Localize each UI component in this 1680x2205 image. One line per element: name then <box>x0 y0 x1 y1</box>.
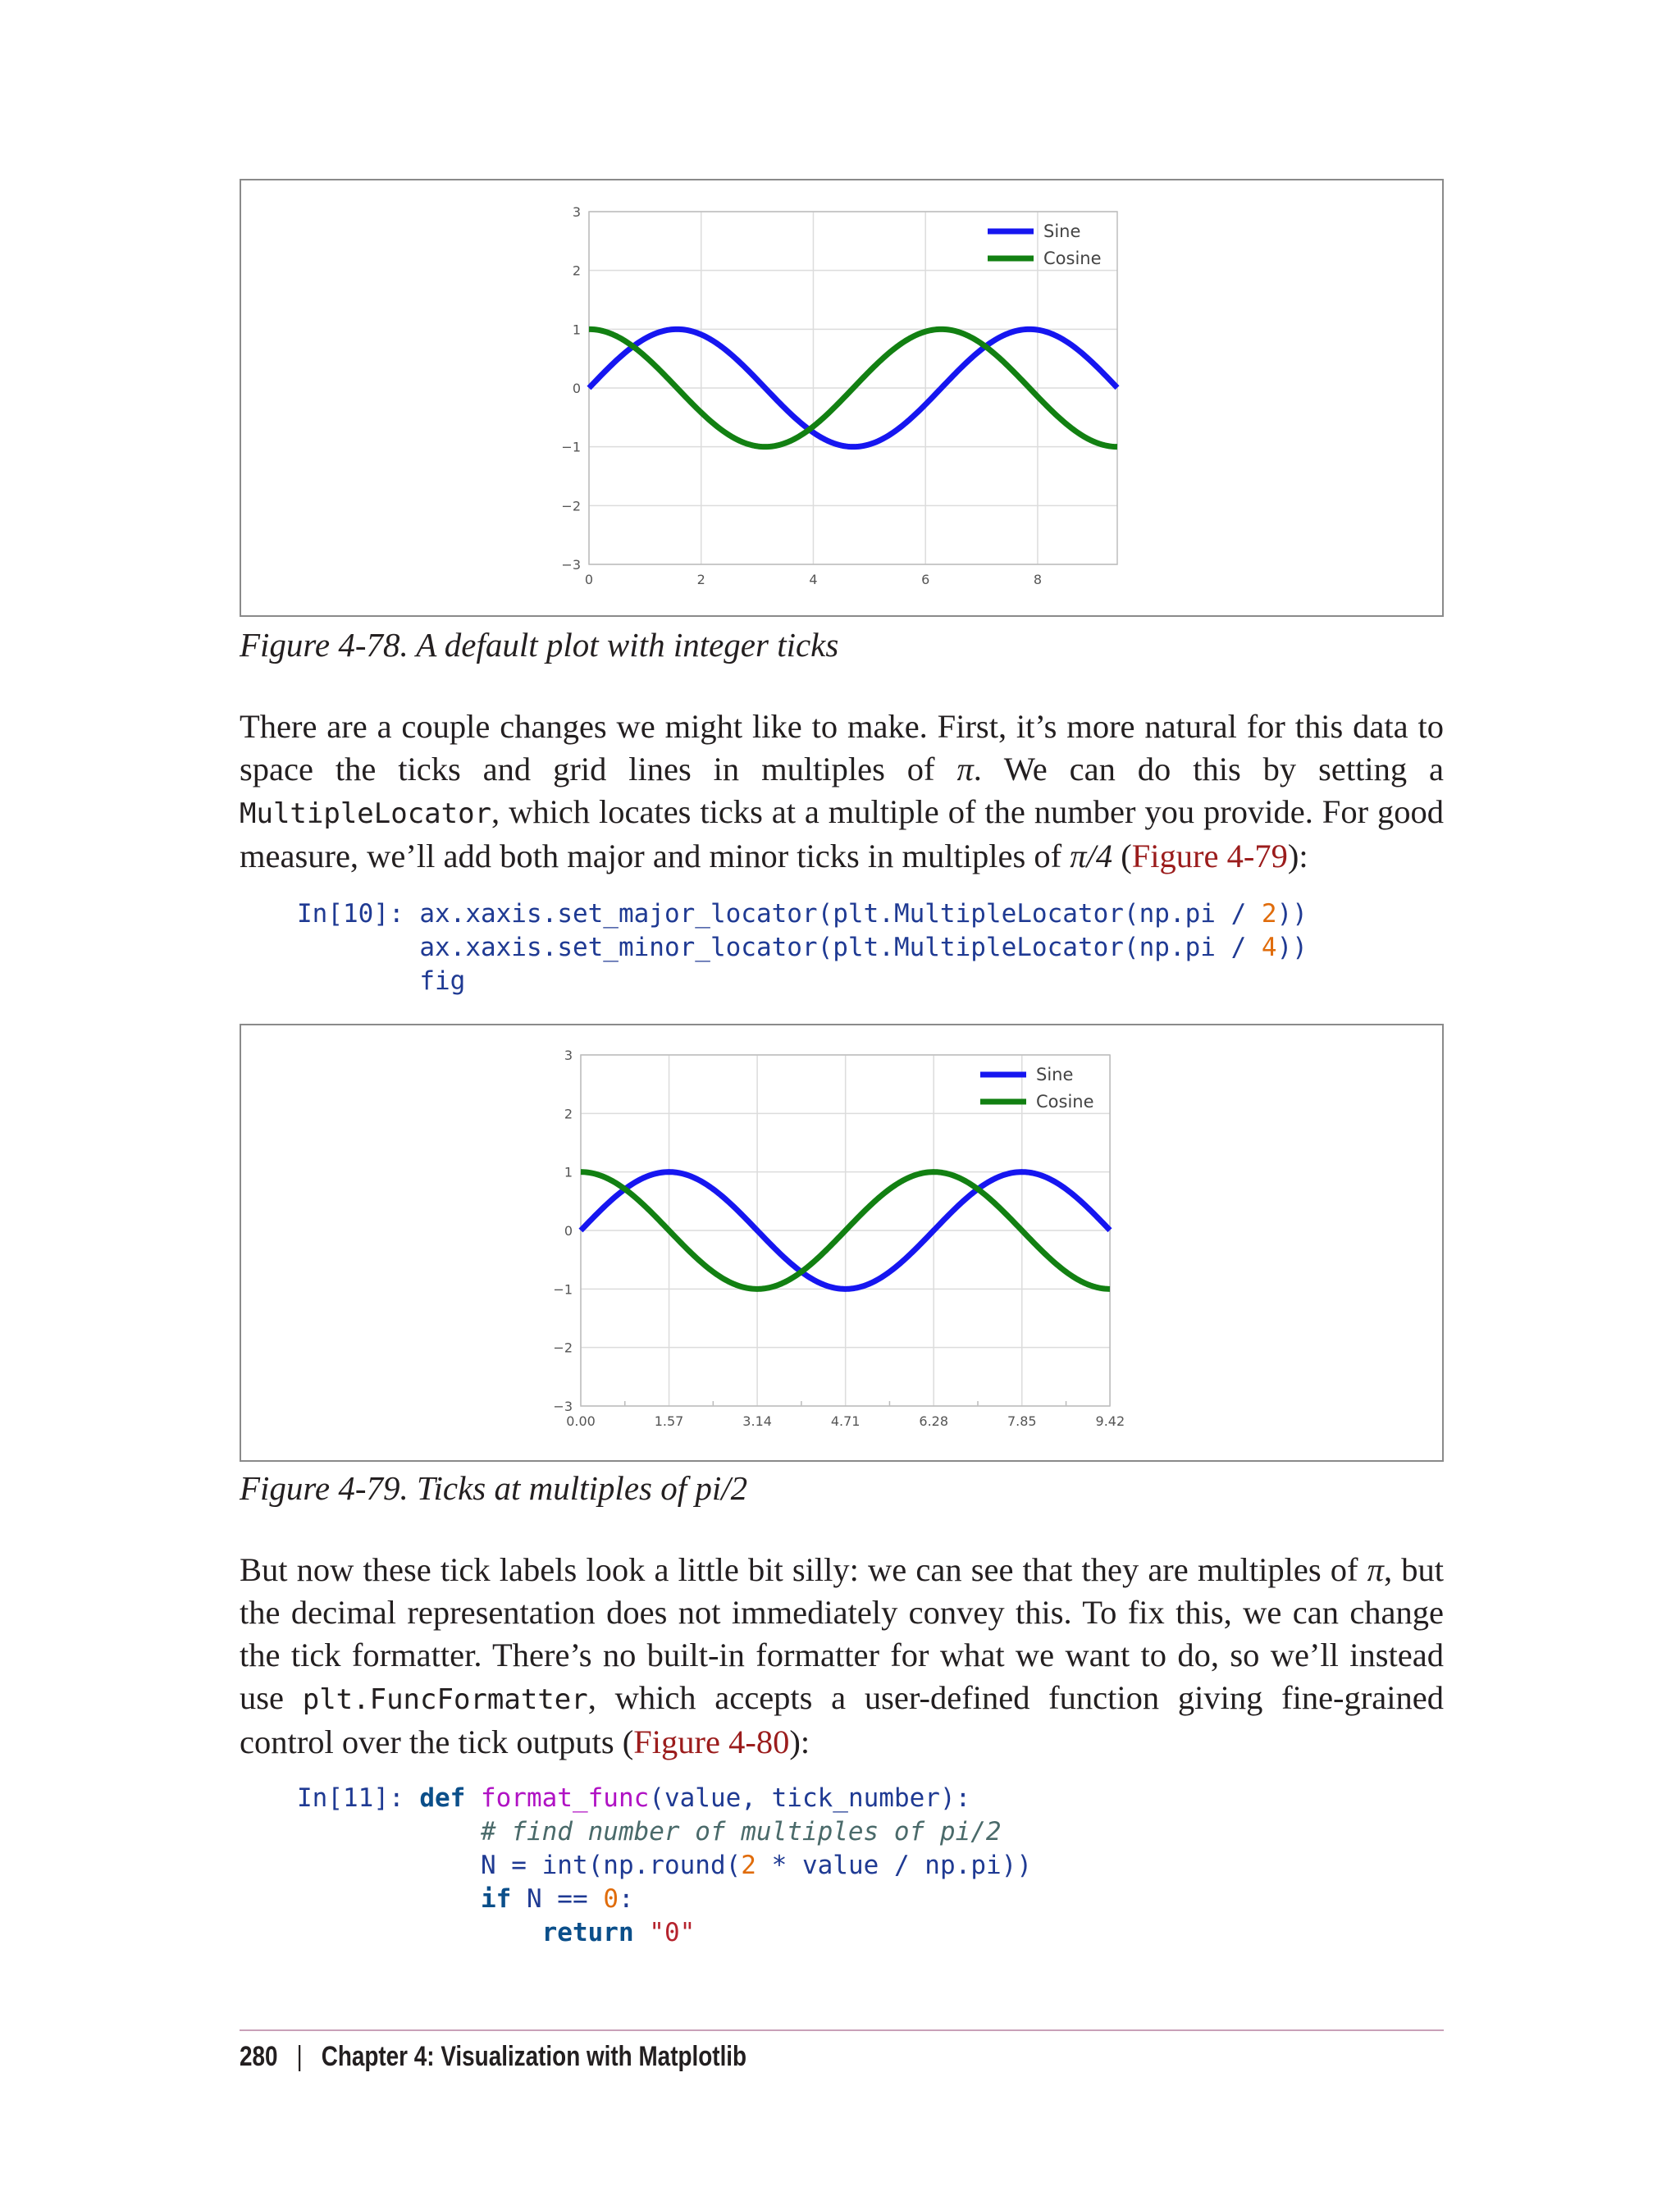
pi-symbol: π <box>956 751 974 788</box>
para1-text-3: , which locates ticks at a multiple of the number you provide. For good measure, we’ll add both major and minor ticks in multiples of <box>240 793 1444 874</box>
paragraph-1 <box>240 705 1444 878</box>
x-tick-label: 3.14 <box>742 1413 772 1429</box>
footer-rule <box>240 2029 1444 2031</box>
pi-symbol: π <box>1367 1551 1384 1588</box>
para2-text-1: But now these tick labels look a little bit silly: we can see that they are multiples of <box>240 1551 1367 1588</box>
y-tick-label: −1 <box>561 439 581 455</box>
x-tick-label: 6 <box>921 572 930 587</box>
y-tick-label: −2 <box>553 1340 573 1356</box>
code-line: fig <box>419 966 466 996</box>
page-number: 280 <box>240 2041 278 2072</box>
code-line: ax.xaxis.set_major_locator(plt.MultipleLocator(np.pi / 2)) <box>419 899 1308 929</box>
x-tick-label: 7.85 <box>1007 1413 1037 1429</box>
figure-4-79 <box>240 1024 1444 1462</box>
para2-text-4: ): <box>789 1723 810 1760</box>
para1-text-5: ): <box>1287 838 1308 874</box>
code-line: ax.xaxis.set_minor_locator(plt.MultipleLocator(np.pi / 4)) <box>419 933 1308 962</box>
code-line: # find number of multiples of pi/2 <box>480 1817 1002 1847</box>
figure-4-78 <box>240 179 1444 617</box>
para1-text-4: ( <box>1112 838 1132 874</box>
page-footer <box>240 2041 746 2073</box>
legend-label: Sine <box>1043 221 1081 241</box>
y-tick-label: 3 <box>572 204 581 220</box>
x-tick-label: 0 <box>584 572 594 587</box>
link-figure-4-79[interactable]: Figure 4-79 <box>1131 838 1288 874</box>
y-tick-label: −3 <box>553 1399 573 1414</box>
para2-text-2: , but the decimal representation does not immediately convey this. To fix this, we can change the tick formatter. There’s no built-in formatter for what we want to do, so we’ll instead use <box>240 1551 1444 1716</box>
y-tick-label: −1 <box>553 1281 573 1298</box>
legend-label: Cosine <box>1036 1092 1094 1112</box>
y-tick-label: 2 <box>572 262 581 279</box>
x-tick-label: 1.57 <box>654 1413 684 1429</box>
legend-label: Cosine <box>1043 249 1102 268</box>
x-tick-label: 6.28 <box>919 1413 949 1429</box>
para2-text-3: , which accepts a user-defined function giving fine-grained control over the tick outputs ( <box>240 1679 1444 1760</box>
y-tick-label: 1 <box>572 322 581 338</box>
code-line: def format_func(value, tick_number): <box>419 1783 971 1813</box>
x-tick-label: 0.00 <box>566 1413 596 1429</box>
y-tick-label: 1 <box>564 1164 573 1180</box>
y-tick-label: −2 <box>561 498 581 514</box>
para1-text-2: . We can do this by setting a <box>973 751 1444 788</box>
figure-4-78-caption: Figure 4-78. A default plot with integer ticks <box>240 626 839 664</box>
link-figure-4-80[interactable]: Figure 4-80 <box>633 1723 790 1760</box>
x-tick-label: 9.42 <box>1095 1413 1125 1429</box>
y-tick-label: 0 <box>572 381 581 396</box>
code-prompt: In[11]: <box>297 1783 420 1813</box>
inline-code-funcformatter: plt.FuncFormatter <box>302 1683 588 1716</box>
pi-over-4: π/4 <box>1070 838 1113 874</box>
y-tick-label: 0 <box>564 1223 573 1239</box>
inline-code-multiplelocator: MultipleLocator <box>240 797 492 830</box>
x-tick-label: 4.71 <box>830 1413 861 1429</box>
x-tick-label: 2 <box>696 572 705 587</box>
legend-label: Sine <box>1036 1065 1074 1084</box>
figure-4-79-caption: Figure 4-79. Ticks at multiples of pi/2 <box>240 1469 748 1507</box>
footer-separator: | <box>296 2041 303 2072</box>
code-line: return "0" <box>541 1918 696 1947</box>
code-line: if N == 0: <box>480 1884 634 1914</box>
x-tick-label: 8 <box>1033 572 1043 587</box>
code-line: N = int(np.round(2 * value / np.pi)) <box>419 1851 1032 1880</box>
chart-4-79 <box>241 1025 1442 1460</box>
chapter-title: Chapter 4: Visualization with Matplotlib <box>321 2041 747 2072</box>
y-tick-label: −3 <box>561 557 581 573</box>
code-block-in10 <box>297 897 1308 998</box>
chart-4-78 <box>241 180 1442 615</box>
paragraph-2 <box>240 1549 1444 1764</box>
code-block-in11 <box>297 1782 1032 1950</box>
x-tick-label: 4 <box>809 572 818 587</box>
code-prompt: In[10]: <box>297 899 420 929</box>
para1-text-1: There are a couple changes we might like to make. First, it’s more natural for this data to space the ticks and grid lines in multiples of <box>240 708 1444 788</box>
y-tick-label: 2 <box>564 1106 573 1122</box>
y-tick-label: 3 <box>564 1048 573 1063</box>
